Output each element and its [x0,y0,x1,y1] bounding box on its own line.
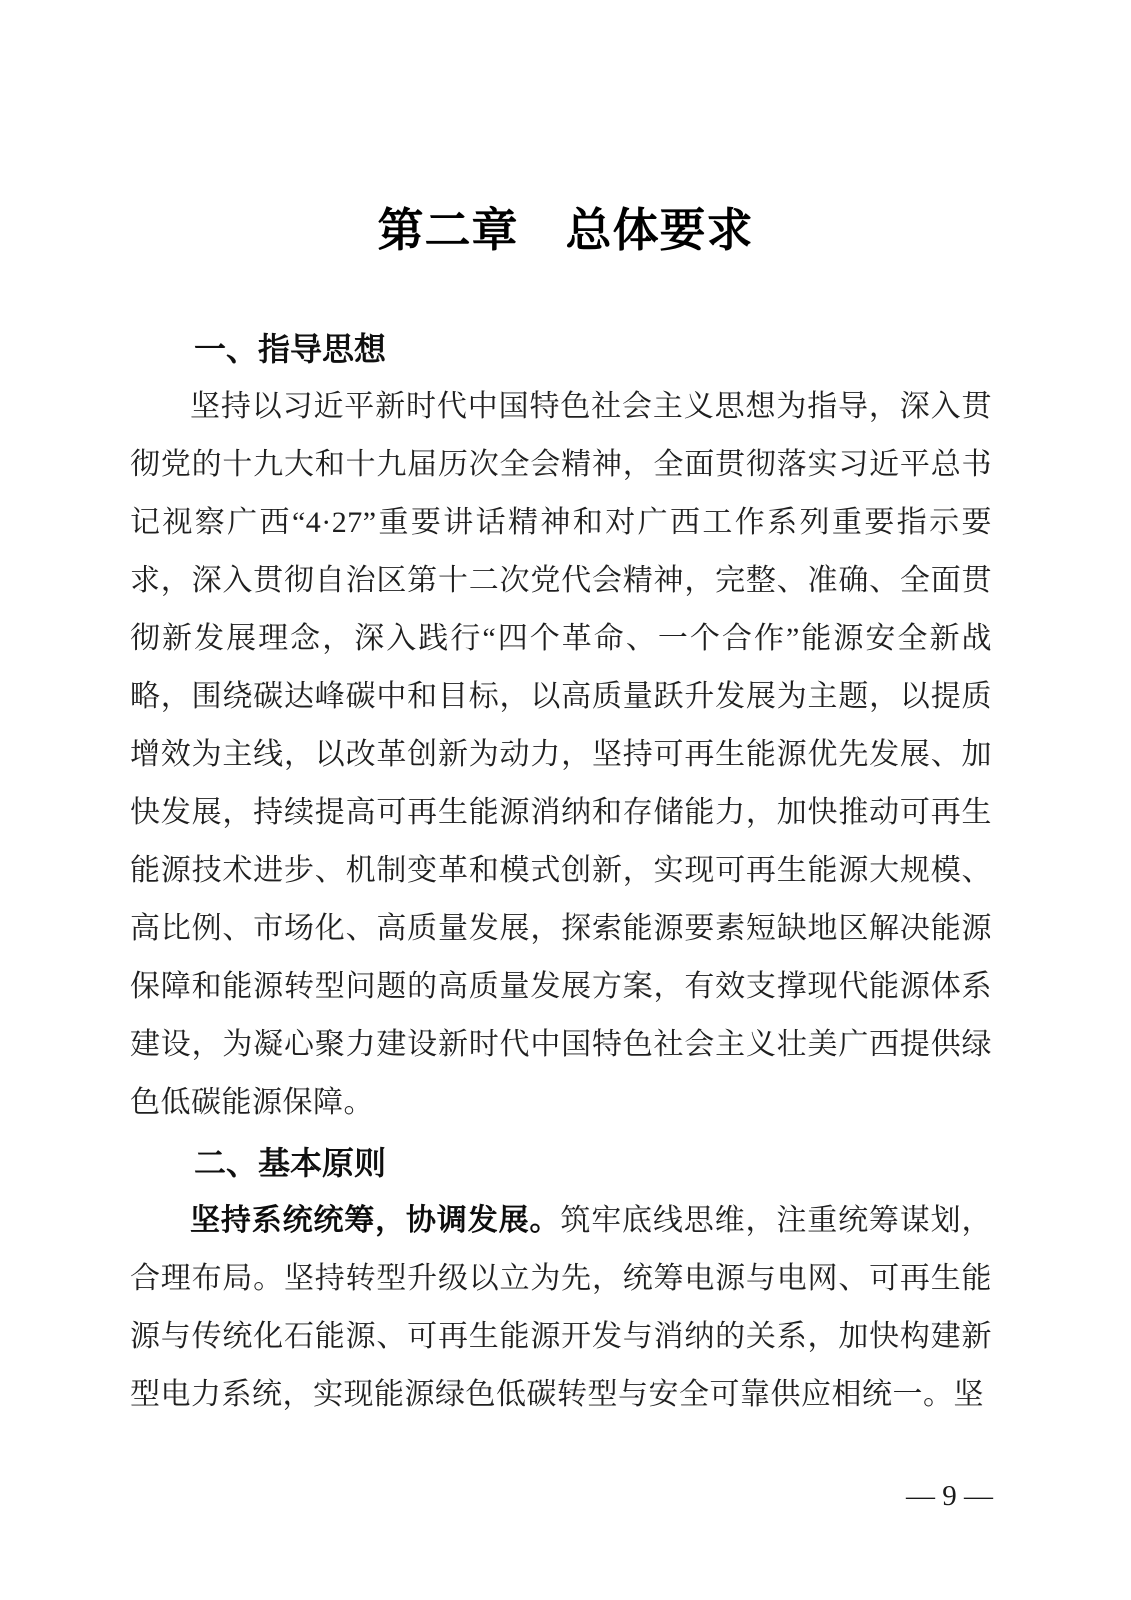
section-heading-guiding-ideology: 一、指导思想 [194,331,387,367]
principle-body-text: 筑牢底线思维，注重统筹谋划，合理布局。坚持转型升级以立为先，统筹电源与电网、可再生能源与传统化石能源、可再生能源开发与消纳的关系，加快构建新型电力系统，实现能源绿色低碳转型与安全可靠供应相统一。坚 [130,1204,993,1411]
page-content [130,318,992,1424]
principle-lead-bold: 坚持系统统筹，协调发展。 [190,1204,561,1237]
section-heading-basic-principles: 二、基本原则 [194,1145,387,1181]
page-number: — 9 — [906,1480,993,1512]
chapter-title: 第二章 总体要求 [377,205,754,256]
page-footer [906,1480,993,1513]
paragraph-basic-principles [130,1192,992,1424]
paragraph-guiding-ideology: 坚持以习近平新时代中国特色社会主义思想为指导，深入贯彻党的十九大和十九届历次全会精神，全面贯彻落实习近平总书记视察广西“4·27”重要讲话精神和对广西工作系列重要指示要求，深入贯彻自治区第十二次党代会精神，完整、准确、全面贯彻新发展理念，深入践行“四个革命、一个合作”能源安全新战略，围绕碳达峰碳中和目标，以高质量跃升发展为主题，以提质增效为主线，以改革创新为动力，坚持可再生能源优先发展、加快发展，持续提高可再生能源消纳和存储能力，加快推动可再生能源技术进步、机制变革和模式创新，实现可再生能源大规模、高比例、市场化、高质量发展，探索能源要素短缺地区解决能源保障和能源转型问题的高质量发展方案，有效支撑现代能源体系建设，为凝心聚力建设新时代中国特色社会主义壮美广西提供绿色低碳能源保障。 [130,390,992,1119]
